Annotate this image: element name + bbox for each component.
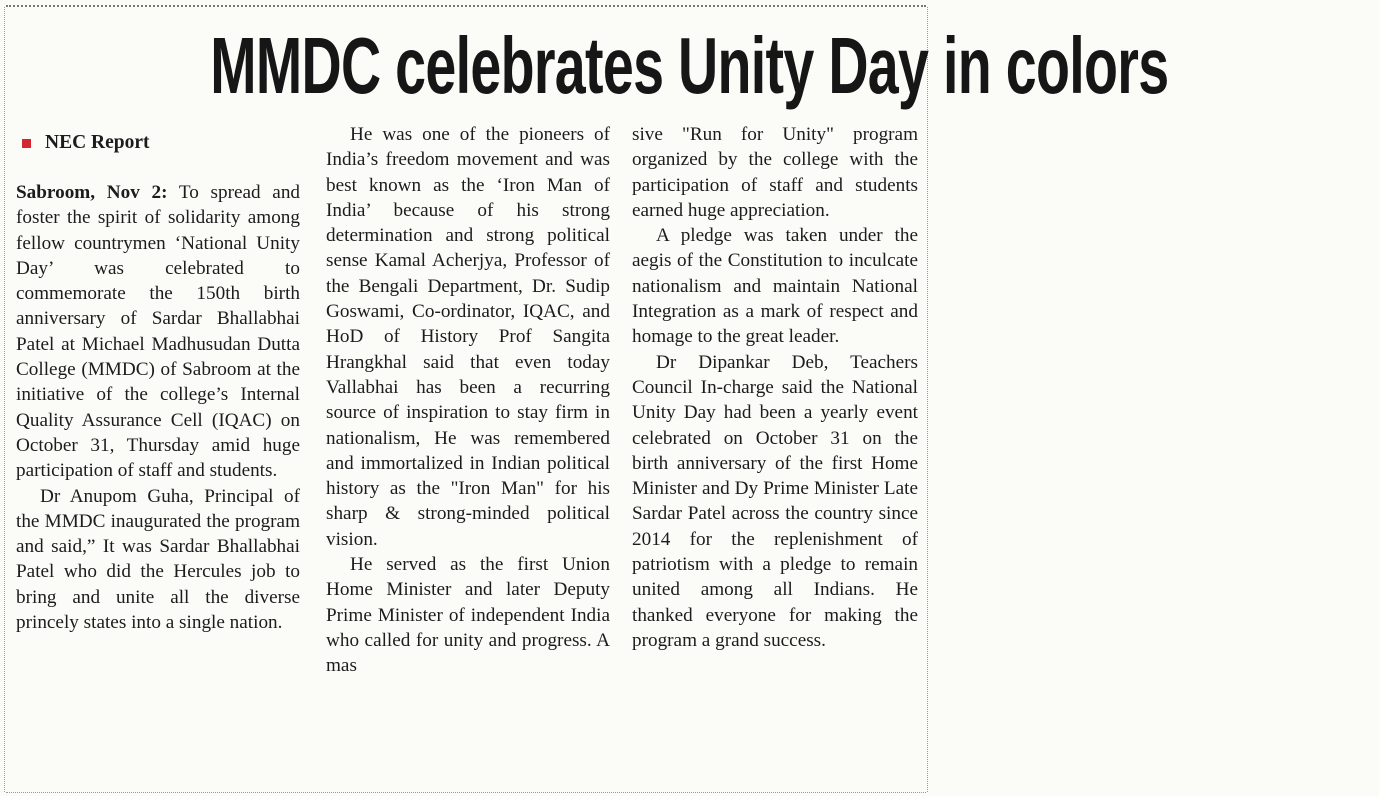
paragraph-2: Dr Anupom Guha, Principal of the MMDC inaugurated the program and said,” It was Sardar Bhallabhai Patel who did the Hercules job to bring and unite all the diverse princely states into a single nation.	[16, 485, 300, 634]
paragraph-1	[16, 180, 300, 484]
dateline: Sabroom, Nov 2:	[16, 182, 168, 203]
left-dotted-rule	[4, 7, 5, 792]
paragraph-3: He was one of the pioneers of India’s freedom movement and was best known as the ‘Iron Man of India’ because of his strong determination and strong political sense Kamal Acherjya, Professor of the Bengali Department, Dr. Sudip Goswami, Co-ordinator, IQAC, and HoD of History Prof Sangita Hrangkhal said that even today Vallabhai has been a recurring source of inspiration to stay firm in nationalism, He was remembered and immortalized in Indian political history as the "Iron Man" for his sharp & strong-minded political vision.	[326, 124, 610, 550]
top-dotted-rule	[6, 5, 926, 7]
paragraph-4-continued: sive "Run for Unity" program organized by the college with the participation of staff and students earned huge appreciation.	[632, 124, 918, 221]
byline	[16, 122, 300, 162]
paragraph-1-text: To spread and foster the spirit of solidarity among fellow countrymen ‘National Unity Day’ was celebrated to commemorate the 150th birth anniversary of Sardar Bhallabhai Patel at Michael Madhusudan Dutta College (MMDC) of Sabroom at the initiative of the college’s Internal Quality Assurance Cell (IQAC) on October 31, Thursday amid huge participation of staff and students.	[16, 182, 301, 482]
bottom-dotted-rule	[6, 792, 926, 793]
headline-text: MMDC celebrates Unity Day in colors	[210, 21, 1169, 110]
article-column-2	[326, 122, 610, 782]
byline-red-square-icon	[22, 139, 31, 148]
article-column-1	[16, 122, 300, 782]
article-column-3	[632, 122, 918, 782]
byline-text: NEC Report	[45, 132, 150, 153]
right-dotted-rule	[927, 7, 928, 792]
headline	[0, 14, 1169, 118]
paragraph-5: A pledge was taken under the aegis of the Constitution to inculcate nationalism and maintain National Integration as a mark of respect and homage to the great leader.	[632, 225, 918, 348]
paragraph-6: Dr Dipankar Deb, Teachers Council In-charge said the National Unity Day had been a yearly event celebrated on October 31 on the birth anniversary of the first Home Minister and Dy Prime Minister Late Sardar Patel across the country since 2014 for the replenishment of patriotism with a pledge to remain united among all Indians. He thanked everyone for making the program a grand success.	[632, 351, 918, 651]
paragraph-4: He served as the first Union Home Minister and later Deputy Prime Minister of independent India who called for unity and progress. A mas	[326, 554, 610, 677]
